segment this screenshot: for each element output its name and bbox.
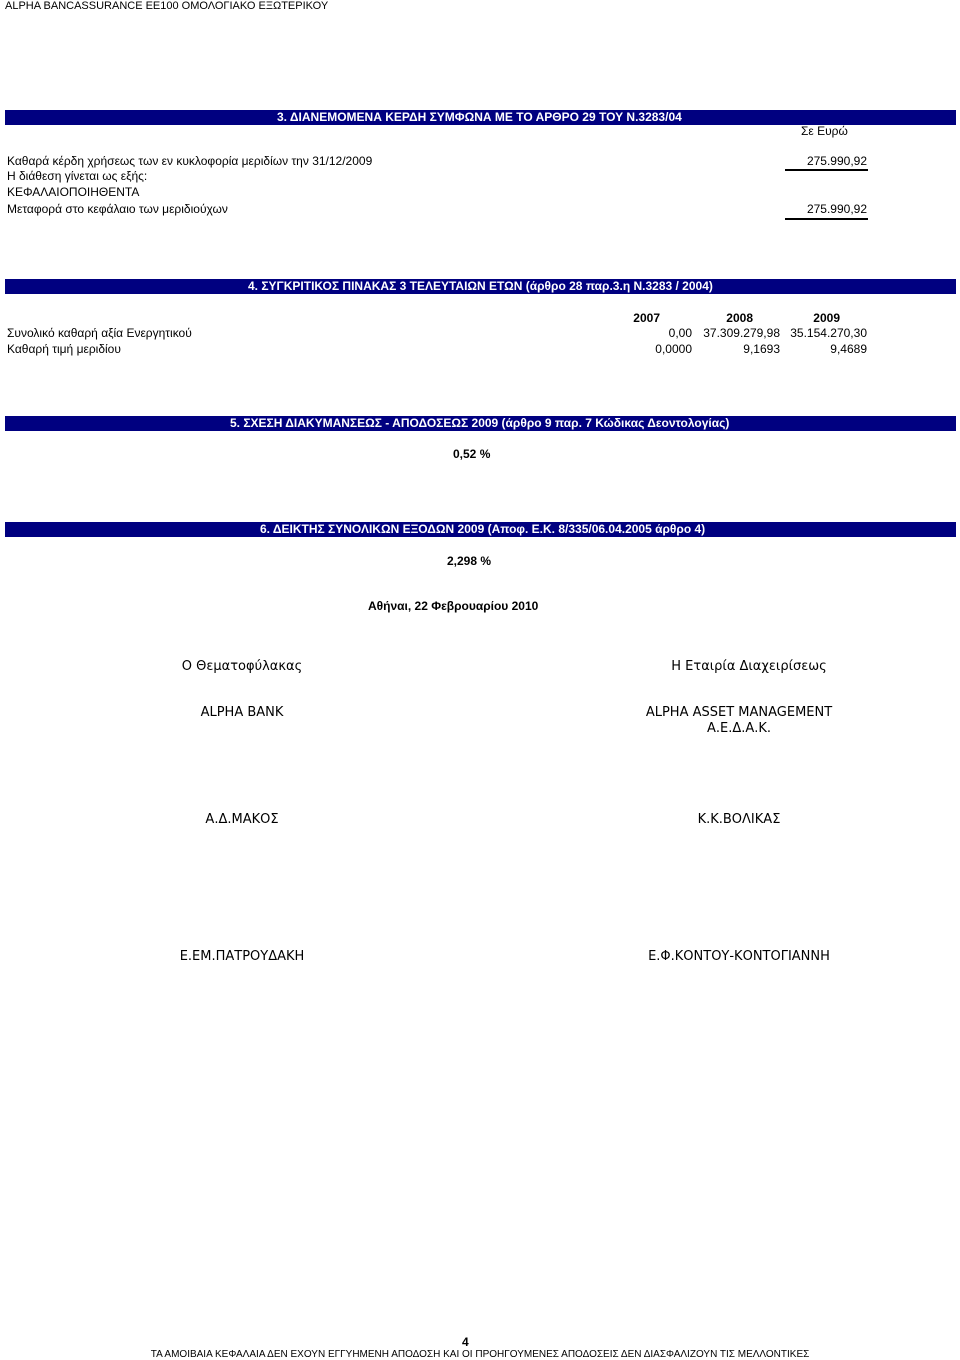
management-company-role: Η Εταιρία Διαχειρίσεως: [671, 659, 827, 674]
custodian-entity: ALPHA BANK: [200, 705, 284, 720]
transfer-value: 275.990,92: [806, 202, 867, 216]
unit-price-2007: 0,0000: [655, 342, 692, 356]
capitalized-label: ΚΕΦΑΛΑΙΟΠΟΙΗΘΕΝΤΑ: [7, 185, 140, 199]
net-profit-value: 275.990,92: [806, 154, 867, 168]
nav-2008: 37.309.279,98: [703, 326, 780, 340]
footer-disclaimer: ΤΑ ΑΜΟΙΒΑΙΑ ΚΕΦΑΛΑΙΑ ΔΕΝ ΕΧΟΥΝ ΕΓΓΥΗΜΕΝΗ ΑΠΟΔΟΣΗ ΚΑΙ ΟΙ ΠΡΟΗΓΟΥΜΕΝΕΣ ΑΠΟΔΟΣΕΙΣ ΔΕΝ ΔΙΑΣΦΑΛΙΖΟΥΝ ΤΙΣ ΜΕΛΛΟΝΤΙΚΕΣ: [150, 1349, 810, 1360]
total-expense-ratio-value: 2,298 %: [447, 554, 492, 568]
year-2009: 2009: [813, 311, 840, 325]
row-label-nav: Συνολικό καθαρή αξία Ενεργητικού: [7, 326, 192, 340]
row-label-unit-price: Καθαρή τιμή μεριδίου: [7, 342, 121, 356]
section-5-bar: 5. ΣΧΕΣΗ ΔΙΑΚΥΜΑΝΣΕΩΣ - ΑΠΟΔΟΣΕΩΣ 2009 (άρθρο 9 παρ. 7 Κώδικας Δεοντολογίας): [5, 416, 956, 431]
net-profit-label: Καθαρά κέρδη χρήσεως των εν κυκλοφορία μεριδίων την 31/12/2009: [7, 154, 373, 168]
custodian-signatory-2: Ε.ΕΜ.ΠΑΤΡΟΥΔΑΚΗ: [179, 949, 305, 964]
year-2008: 2008: [726, 311, 753, 325]
nav-2009: 35.154.270,30: [790, 326, 867, 340]
custodian-signatory-1: Α.Δ.ΜΑΚΟΣ: [205, 812, 279, 827]
document-header-title: ALPHA BANCASSURANCE EE100 ΟΜΟΛΟΓΙΑΚΟ ΕΞΩΤΕΡΙΚΟΥ: [5, 0, 329, 12]
transfer-double-underline: [785, 218, 868, 220]
year-2007: 2007: [633, 311, 660, 325]
unit-price-2009: 9,4689: [830, 342, 867, 356]
management-company-entity: ALPHA ASSET MANAGEMENT: [645, 705, 833, 720]
page-number: 4: [462, 1335, 469, 1349]
management-signatory-2: Ε.Φ.ΚΟΝΤΟΥ-ΚΟΝΤΟΓΙΑΝΝΗ: [648, 949, 830, 964]
currency-label: Σε Ευρώ: [801, 124, 848, 138]
management-company-entity-suffix: Α.Ε.Δ.Α.Κ.: [706, 721, 772, 736]
nav-2007: 0,00: [668, 326, 692, 340]
place-date: Αθήναι, 22 Φεβρουαρίου 2010: [368, 599, 539, 613]
net-profit-double-underline: [785, 169, 868, 171]
unit-price-2008: 9,1693: [743, 342, 780, 356]
volatility-return-value: 0,52 %: [453, 447, 491, 461]
management-signatory-1: Κ.Κ.ΒΟΛΙΚΑΣ: [697, 812, 781, 827]
section-6-bar: 6. ΔΕΙΚΤΗΣ ΣΥΝΟΛΙΚΩΝ ΕΞΟΔΩΝ 2009 (Αποφ. Ε.Κ. 8/335/06.04.2005 άρθρο 4): [5, 522, 956, 537]
custodian-role: Ο Θεματοφύλακας: [181, 659, 303, 674]
section-3-bar: 3. ΔΙΑΝΕΜΟΜΕΝΑ ΚΕΡΔΗ ΣΥΜΦΩΝΑ ΜΕ ΤΟ ΑΡΘΡΟ 29 ΤΟΥ Ν.3283/04: [5, 110, 956, 125]
transfer-label: Μεταφορά στο κεφάλαιο των μεριδιούχων: [7, 202, 228, 216]
section-4-bar: 4. ΣΥΓΚΡΙΤΙΚΟΣ ΠΙΝΑΚΑΣ 3 ΤΕΛΕΥΤΑΙΩΝ ΕΤΩΝ (άρθρο 28 παρ.3.η Ν.3283 / 2004): [5, 279, 956, 294]
distribution-label: Η διάθεση γίνεται ως εξής:: [7, 169, 148, 183]
